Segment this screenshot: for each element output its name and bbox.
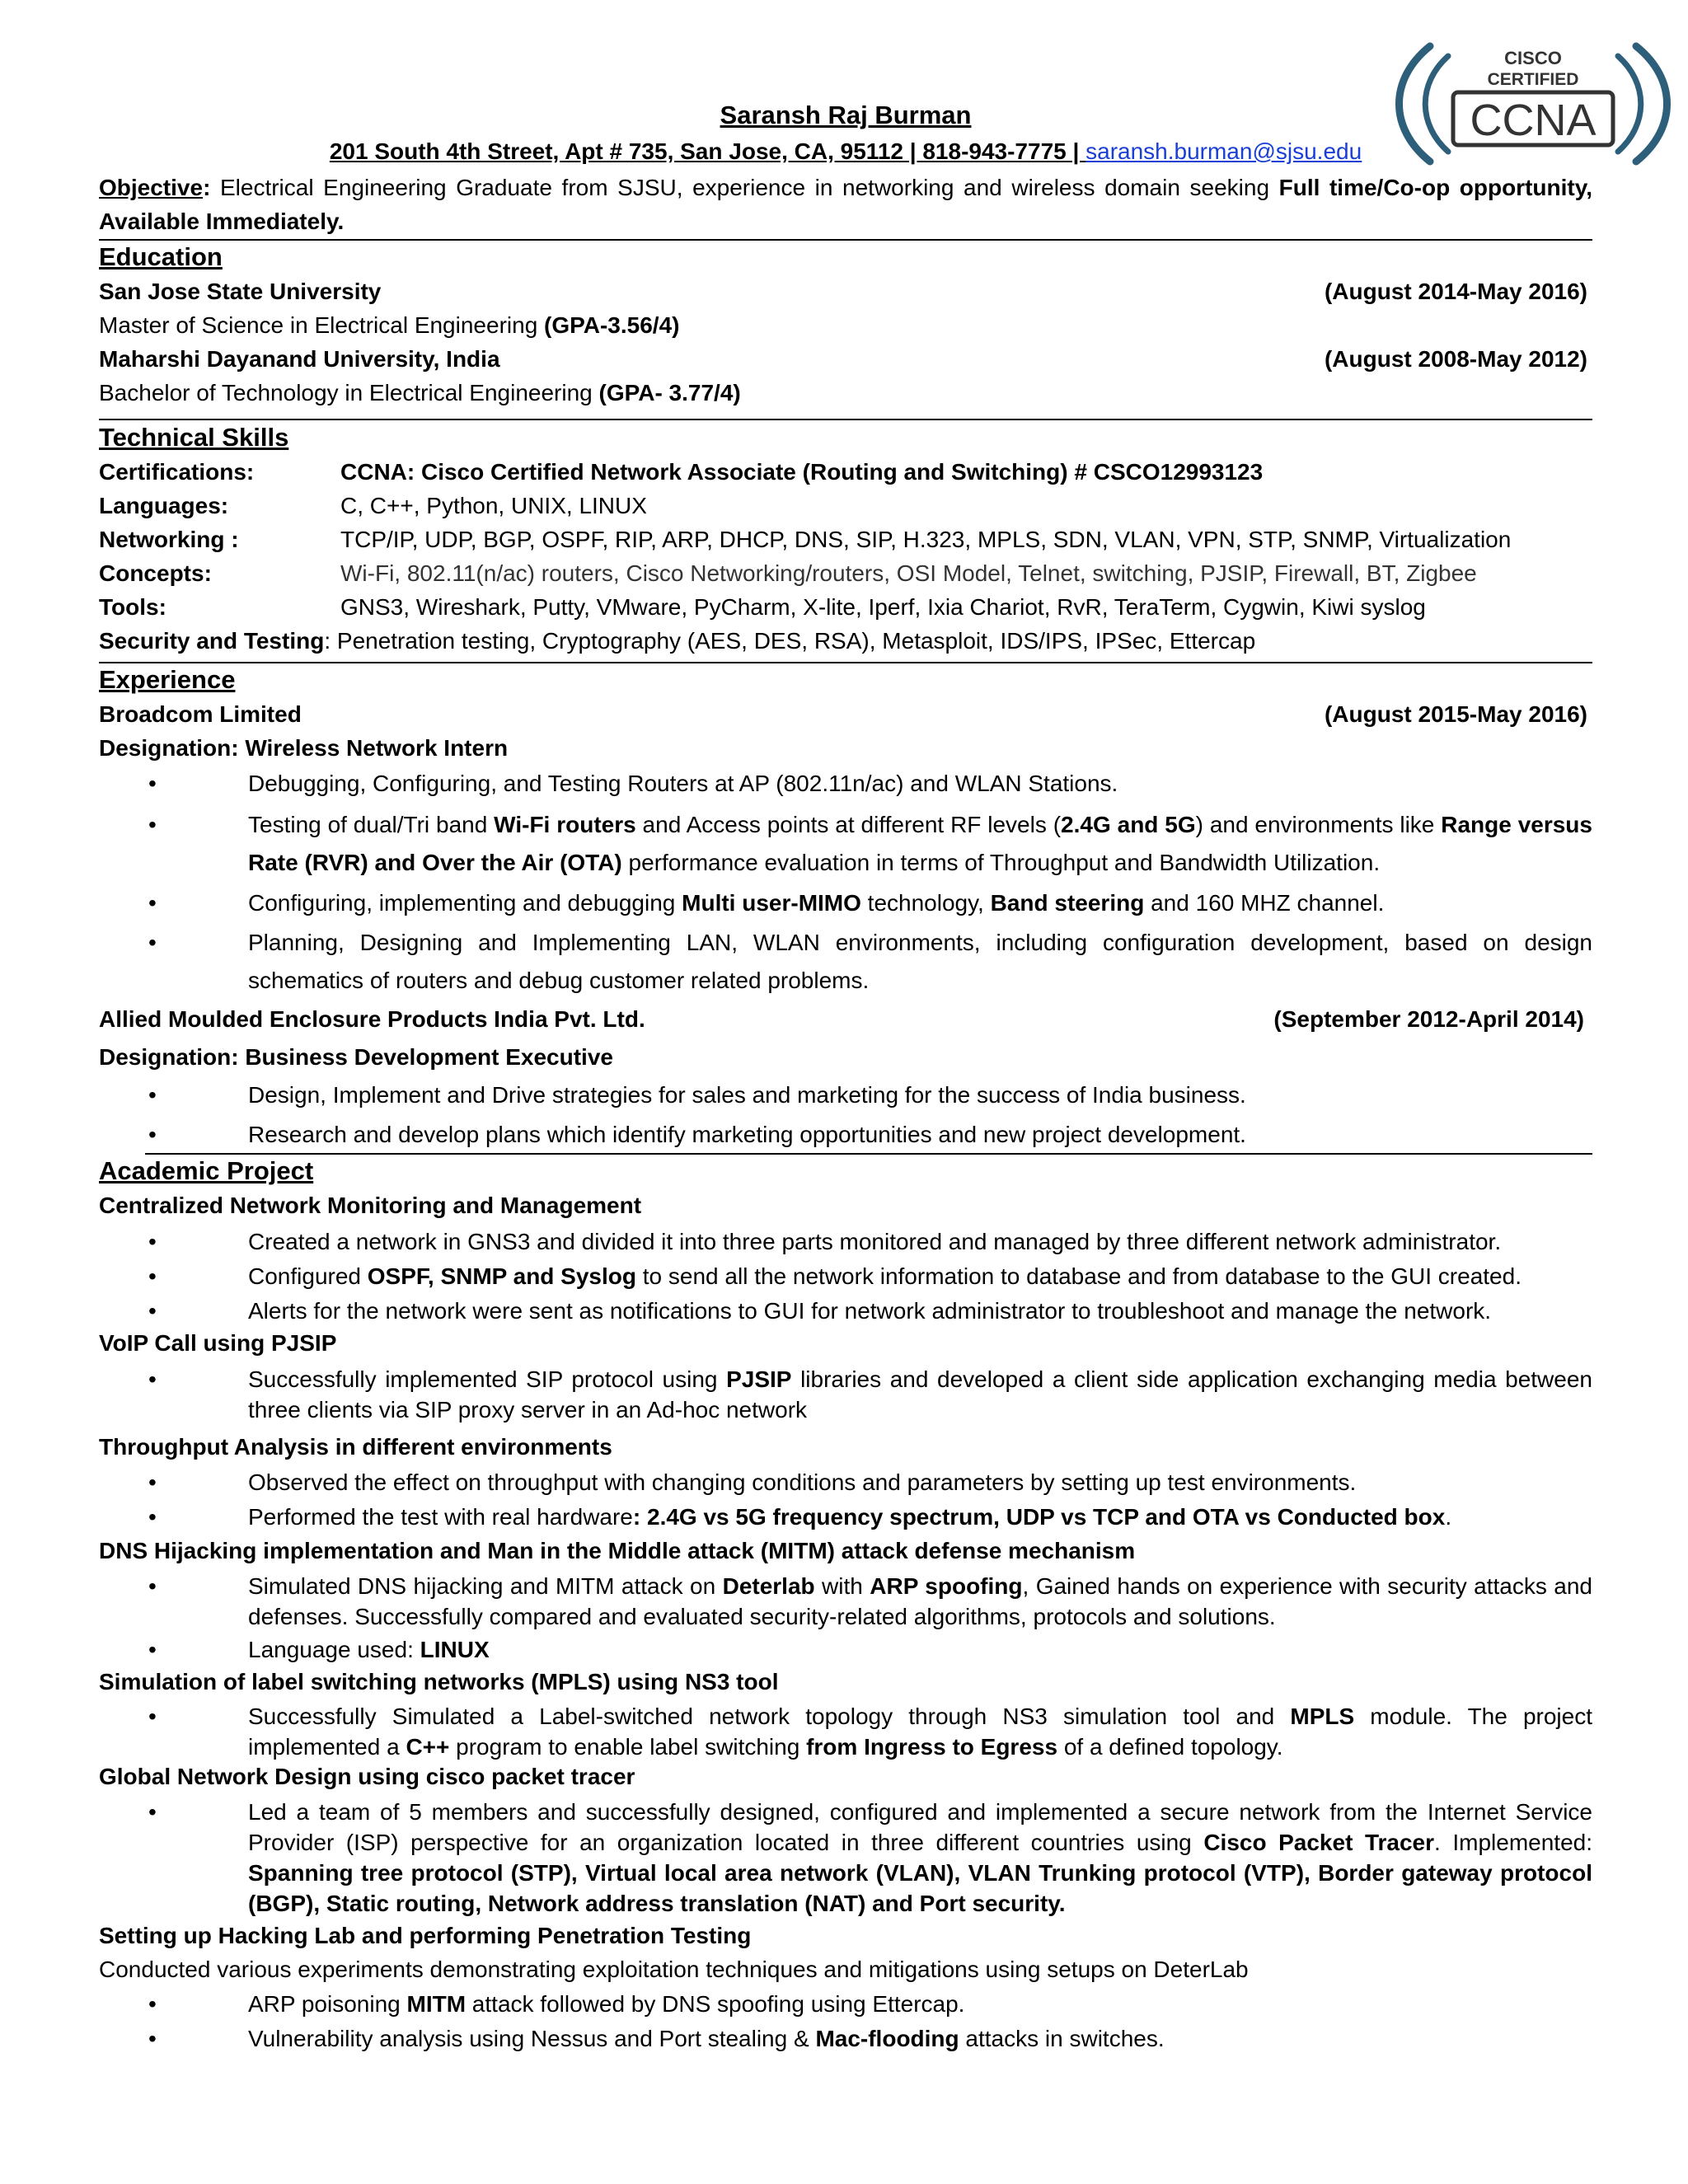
bullet-item: • Configured OSPF, SNMP and Syslog to send all the network information to database and from database to the GUI created. <box>148 1263 1522 1289</box>
job-dates: (August 2015-May 2016) <box>1324 701 1587 727</box>
bullet-text: . Implemented: <box>1434 1830 1593 1855</box>
bullet-text: Created a network in GNS3 and divided it into three parts monitored and managed by three different network administrator. <box>248 1229 1502 1254</box>
bullet-text: Planning, Designing and Implementing LAN, WLAN environments, including configuration development, based on design schematics of routers and debug customer related problems. <box>248 930 1592 993</box>
project-title: Simulation of label switching networks (MPLS) using NS3 tool <box>99 1669 779 1694</box>
bullet-text: attacks in switches. <box>959 2026 1165 2051</box>
bullet-bold-text: Deterlab <box>722 1573 815 1599</box>
candidate-name: Saransh Raj Burman <box>720 101 972 129</box>
bullet-text: Testing of dual/Tri band <box>248 812 495 837</box>
bullet-text: Alerts for the network were sent as notifications to GUI for network administrator to troubleshoot and manage the network. <box>248 1298 1492 1324</box>
bullet-text: Successfully implemented SIP protocol using <box>248 1366 727 1392</box>
bullet-text: Configuring, implementing and debugging <box>248 890 682 916</box>
bullet-bold-text: from Ingress to Egress <box>806 1734 1058 1760</box>
contact-line <box>99 138 1592 165</box>
project-title: Setting up Hacking Lab and performing Penetration Testing <box>99 1923 752 1948</box>
bullet-text: Vulnerability analysis using Nessus and Port stealing & <box>248 2026 816 2051</box>
objective-label: Objective <box>99 175 204 200</box>
bullet-item: • Vulnerability analysis using Nessus and Port stealing & Mac-flooding attacks in switches. <box>148 2026 1165 2051</box>
bullet-text: Successfully Simulated a Label-switched network topology through NS3 simulation tool and <box>248 1704 1291 1729</box>
bullet-bold-text: Spanning tree protocol (STP), Virtual local area network (VLAN), VLAN Trunking protocol (VTP), Border gateway protocol (BGP), Static routing, Network address translation (NAT) and Port security. <box>248 1860 1592 1916</box>
logo-cisco-text: CISCO <box>1504 48 1562 68</box>
bullet-text: attack followed by DNS spoofing using Ettercap. <box>466 1991 965 2017</box>
address-text: 201 South 4th Street, Apt # 735, San Jose, CA, 95112 | 818-943-7775 | <box>329 138 1086 164</box>
education-dates: (August 2008-May 2012) <box>1324 346 1587 372</box>
bullet-text: technology, <box>860 890 991 916</box>
bullet-item: • Successfully implemented SIP protocol using PJSIP libraries and developed a client side application exchanging media between three clients via SIP proxy server in an Ad-hoc network <box>148 1366 1592 1422</box>
bullet-text: program to enable label switching <box>449 1734 807 1760</box>
bullet-bold-text: Cisco Packet Tracer <box>1203 1830 1435 1855</box>
bullet-text: of a defined topology. <box>1057 1734 1283 1760</box>
project-title: Global Network Design using cisco packet tracer <box>99 1764 635 1789</box>
project-intro: Conducted various experiments demonstrating exploitation techniques and mitigations using setups on DeterLab <box>99 1957 1249 1982</box>
bullet-item: • Research and develop plans which identify marketing opportunities and new project development. <box>148 1122 1246 1147</box>
bullet-text: Led a team of 5 members and successfully designed, configured and implemented a secure network from the Internet Service Provider (ISP) perspective for an organization located in three different countries using <box>248 1799 1592 1855</box>
project-title: DNS Hijacking implementation and Man in the Middle attack (MITM) attack defense mechanism <box>99 1538 1136 1563</box>
bullet-text: Observed the effect on throughput with changing conditions and parameters by setting up test environments. <box>248 1469 1357 1495</box>
bullet-bold-text: MITM <box>406 1991 467 2017</box>
bullet-text: libraries and developed a client side application exchanging media between three clients via SIP proxy server in an Ad-hoc network <box>248 1366 1592 1422</box>
bullet-bold-text: 2.4G and 5G <box>1061 812 1196 837</box>
bullet-item: • Performed the test with real hardware: 2.4G vs 5G frequency spectrum, UDP vs TCP and OTA vs Conducted box. <box>148 1504 1452 1530</box>
divider <box>99 662 1592 663</box>
bullet-text: to send all the network information to database and from database to the GUI created. <box>636 1263 1522 1289</box>
bullet-bold-text: PJSIP <box>726 1366 792 1392</box>
bullet-item: • Design, Implement and Drive strategies for sales and marketing for the success of India business. <box>148 1082 1246 1108</box>
education-dates: (August 2014-May 2016) <box>1324 279 1587 304</box>
bullet-text: Performed the test with real hardware <box>248 1504 633 1530</box>
bullet-text: Design, Implement and Drive strategies for sales and marketing for the success of India business. <box>248 1082 1246 1108</box>
bullet-text: module. The project implemented a <box>248 1704 1593 1760</box>
bullet-item: • Planning, Designing and Implementing LAN, WLAN environments, including configuration development, based on design schematics of routers and debug customer related problems. <box>148 930 1592 993</box>
bullet-bold-text: MPLS <box>1290 1704 1355 1729</box>
bullet-bold-text: OSPF, SNMP and Syslog <box>367 1263 636 1289</box>
objective-colon: : <box>203 175 211 200</box>
bullet-item: • Alerts for the network were sent as notifications to GUI for network administrator to troubleshoot and manage the network. <box>148 1298 1492 1324</box>
education-degree: Bachelor of Technology in Electrical Engineering (GPA- 3.77/4) <box>99 380 741 405</box>
education-degree: Master of Science in Electrical Engineering (GPA-3.56/4) <box>99 312 680 338</box>
project-title: Centralized Network Monitoring and Management <box>99 1193 642 1218</box>
section-title-experience: Experience <box>99 665 236 694</box>
project-title: VoIP Call using PJSIP <box>99 1330 337 1356</box>
bullet-bold-text: C++ <box>406 1734 450 1760</box>
email-link[interactable]: saransh.burman@sjsu.edu <box>1085 138 1362 164</box>
objective <box>99 171 1592 238</box>
resume-page: CISCO CERTIFIED CCNA Saransh Raj Burman 201 South 4th Street, Apt # 735, San Jose, CA, 95112 | 818-943-7775 | saransh.burman@sjsu.edu Objective: Electrical Engineering Graduate from SJSU, experience in networking and wireless domain seeking Full time/Co-op opportunity, Available Immediately. Education San Jose State University (August 2014-May 2016) Master of Science in Electrical Engineering (GPA-3.56/4) Maharshi Dayanand University, India (August 2008-May 2012) Bachelor of Technology in Electrical Engineering (GPA- 3.77/4) Technical Skills Certifications: CCNA: Cisco Certified Network Associate (Routing and Switching) # CSCO12993123 Languages: C, C++, Python, UNIX, LINUX Networking : TCP/IP, UDP, BGP, OSPF, RIP, ARP, DHCP, DNS, SIP, H.323, MPLS, SDN, VLAN, VPN, STP, SNMP, Virtualization Concepts: Wi-Fi, 802.11(n/ac) routers, Cisco Networking/routers, OSI Model, Telnet, switching, PJSIP, Firewall, BT, Zigbee Tools: GNS3, Wireshark, Putty, VMware, PyCharm, X-lite, Iperf, Ixia Chariot, RvR, TeraTerm, Cygwin, Kiwi syslog Security and Testing: Penetration testing, Cryptography (AES, DES, RSA), Metasploit, IDS/IPS, IPSec, Ettercap Experience Broadcom Limited (August 2015-May 2016) Designation: Wireless Network Intern • Debugging, Configuring, and Testing Routers at AP (802.11n/ac) and WLAN Stations. • Testing of dual/Tri band Wi-Fi routers and Access points at different RF levels (2.4G and 5G) and environments like Range versus Rate (RVR) and Over the Air (OTA) performance evaluation in terms of Throughput and Bandwidth Utilization. • Configuring, implementing and debugging Multi user-MIMO technology, Band steering and 160 MHZ channel. • Planning, Designing and Implementing LAN, WLAN environments, including configuration development, based on design schematics of routers and debug customer related problems. Allied Moulded Enclosure Products India Pvt. Ltd. (September 2012-April 2014) Designation: Business Development Executive • Design, Implement and Drive strategies for sales and marketing for the success of India business. • Research and develop plans which identify marketing opportunities and new project development. Academic Project Centralized Network Monitoring and Management • Created a network in GNS3 and divided it into three parts monitored and managed by three different network administrator. • Configured OSPF, SNMP and Syslog to send all the network information to database and from database to the GUI created. • Alerts for the network were sent as notifications to GUI for network administrator to troubleshoot and manage the network. VoIP Call using PJSIP • Successfully implemented SIP protocol using PJSIP libraries and developed a client side application exchanging media between three clients via SIP proxy server in an Ad-hoc network Throughput Analysis in different environments • Observed the effect on throughput with changing conditions and parameters by setting up test environments. • Performed the test with real hardware: 2.4G vs 5G frequency spectrum, UDP vs TCP and OTA vs Conducted box. DNS Hijacking implementation and Man in the Middle attack (MITM) attack defense mechanism • Simulated DNS hijacking and MITM attack on Deterlab with ARP spoofing, Gained hands on experience with security attacks and defenses. Successfully compared and evaluated security-related algorithms, protocols and solutions. • Language used: LINUX Simulation of label switching networks (MPLS) using NS3 tool • Successfully Simulated a Label-switched network topology through NS3 simulation tool and MPLS module. The project implemented a C++ program to enable label switching from Ingress to Egress of a defined topology. Global Network Design using cisco packet tracer • Led a team of 5 members and successfully designed, configured and implemented a secure network from the Internet Service Provider (ISP) perspective for an organization located in three different countries using Cisco Packet Tracer. Implemented: Spanning tree protocol (STP), Virtual local area network (VLAN), VLAN Trunking protocol (VTP), Border gateway protocol (BGP), Static routing, Network address translation (NAT) and Port security. Setting up Hacking Lab and performing Penetration Testing Conducted various experiments demonstrating exploitation techniques and mitigations using setups on DeterLab • ARP poisoning MITM attack followed by DNS spoofing using Ettercap. • Vulnerability analysis using Nessus and Port stealing & Mac-flooding attacks in switches. <box>99 0 1592 2184</box>
logo-certified-text: CERTIFIED <box>1487 70 1579 89</box>
objective-bold: Full time/Co-op opportunity, Available Immediately. <box>99 175 1592 234</box>
bullet-bold-text: Multi user-MIMO <box>682 890 861 916</box>
bullet-text: ) and environments like <box>1195 812 1442 837</box>
bullet-text: ARP poisoning <box>248 1991 407 2017</box>
bullet-bold-text: ARP spoofing <box>870 1573 1023 1599</box>
job-company: Broadcom Limited (August 2015-May 2016) <box>99 701 1587 727</box>
education-school: San Jose State University (August 2014-May 2016) <box>99 279 1587 304</box>
section-title-skills: Technical Skills <box>99 423 289 452</box>
job-company: Allied Moulded Enclosure Products India Pvt. Ltd. (September 2012-April 2014) <box>99 1006 1584 1032</box>
divider <box>145 1153 1592 1155</box>
project-title: Throughput Analysis in different environments <box>99 1434 612 1460</box>
bullet-text: . <box>1445 1504 1452 1530</box>
bullet-bold-text: : 2.4G vs 5G frequency spectrum, UDP vs TCP and OTA vs Conducted box <box>632 1504 1446 1530</box>
bullet-text: Configured <box>248 1263 368 1289</box>
bullet-item: • Configuring, implementing and debugging Multi user-MIMO technology, Band steering and 160 MHZ channel. <box>148 890 1385 916</box>
bullet-text: Language used: <box>248 1637 420 1662</box>
divider <box>99 239 1592 241</box>
bullet-item: • Language used: LINUX <box>148 1637 490 1662</box>
bullet-bold-text: Mac-flooding <box>815 2026 959 2051</box>
bullet-item: • Debugging, Configuring, and Testing Routers at AP (802.11n/ac) and WLAN Stations. <box>148 771 1118 796</box>
bullet-text: and 160 MHZ channel. <box>1144 890 1385 916</box>
bullet-item: • Created a network in GNS3 and divided it into three parts monitored and managed by three different network administrator. <box>148 1229 1502 1254</box>
section-title-education: Education <box>99 242 223 271</box>
bullet-text: , Gained hands on experience with security attacks and defenses. Successfully compared and evaluated security-related algorithms, protocols and solutions. <box>248 1573 1592 1629</box>
logo-ccna-text: CCNA <box>1470 96 1597 145</box>
bullet-text: Debugging, Configuring, and Testing Routers at AP (802.11n/ac) and WLAN Stations. <box>248 771 1118 796</box>
bullet-item: • ARP poisoning MITM attack followed by DNS spoofing using Ettercap. <box>148 1991 965 2017</box>
bullet-bold-text: LINUX <box>420 1637 490 1662</box>
job-dates: (September 2012-April 2014) <box>1273 1006 1584 1032</box>
bullet-item: • Led a team of 5 members and successfully designed, configured and implemented a secure network from the Internet Service Provider (ISP) perspective for an organization located in three different countries using Cisco Packet Tracer. Implemented: Spanning tree protocol (STP), Virtual local area network (VLAN), VLAN Trunking protocol (VTP), Border gateway protocol (BGP), Static routing, Network address translation (NAT) and Port security. <box>148 1799 1593 1916</box>
bullet-item: • Testing of dual/Tri band Wi-Fi routers and Access points at different RF levels (2.4G and 5G) and environments like Range versus Rate (RVR) and Over the Air (OTA) performance evaluation in terms of Throughput and Bandwidth Utilization. <box>148 812 1592 875</box>
bullet-item: • Observed the effect on throughput with changing conditions and parameters by setting up test environments. <box>148 1469 1357 1495</box>
bullet-text: Simulated DNS hijacking and MITM attack on <box>248 1573 723 1599</box>
skill-row-security: Security and Testing: Penetration testing, Cryptography (AES, DES, RSA), Metasploit, IDS/IPS, IPSec, Ettercap <box>99 628 1256 654</box>
section-title-projects: Academic Project <box>99 1156 314 1185</box>
bullet-text: Research and develop plans which identify marketing opportunities and new project development. <box>248 1122 1246 1147</box>
bullet-item: • Simulated DNS hijacking and MITM attack on Deterlab with ARP spoofing, Gained hands on experience with security attacks and defenses. Successfully compared and evaluated security-related algorithms, protocols and solutions. <box>148 1573 1592 1629</box>
bullet-text: and Access points at different RF levels ( <box>635 812 1062 837</box>
job-designation: Designation: Wireless Network Intern <box>99 735 509 761</box>
education-school: Maharshi Dayanand University, India (August 2008-May 2012) <box>99 346 1587 372</box>
bullet-text: performance evaluation in terms of Throughput and Bandwidth Utilization. <box>621 850 1381 875</box>
bullet-item: • Successfully Simulated a Label-switched network topology through NS3 simulation tool and MPLS module. The project implemented a C++ program to enable label switching from Ingress to Egress of a defined topology. <box>148 1704 1593 1760</box>
bullet-bold-text: Range versus Rate (RVR) and Over the Air (OTA) <box>248 812 1592 875</box>
bullet-bold-text: Wi-Fi routers <box>494 812 636 837</box>
bullet-text: with <box>814 1573 870 1599</box>
objective-text: Electrical Engineering Graduate from SJSU, experience in networking and wireless domain seeking <box>210 175 1279 200</box>
bullet-bold-text: Band steering <box>990 890 1145 916</box>
divider <box>99 419 1592 420</box>
job-designation: Designation: Business Development Executive <box>99 1044 613 1070</box>
